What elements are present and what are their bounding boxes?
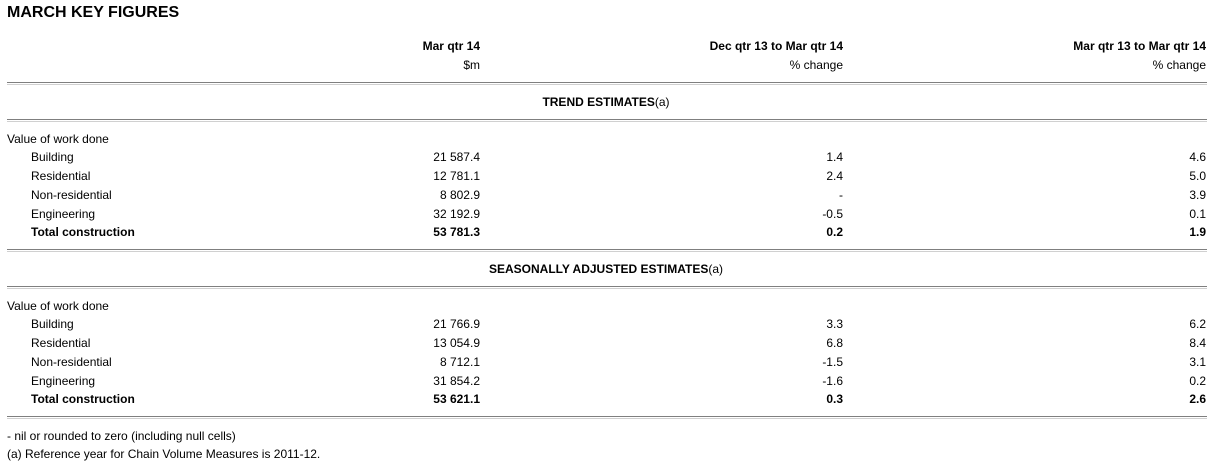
cell-year-change: 4.6 — [1189, 150, 1206, 164]
section-divider-trend — [7, 119, 1207, 120]
table-row — [0, 374, 1212, 392]
col-header-qtr-change: Dec qtr 13 to Mar qtr 14 — [709, 39, 843, 53]
footnote-nil: - nil or rounded to zero (including null cells) — [7, 429, 236, 443]
cell-value: 32 192.9 — [433, 207, 480, 221]
cell-year-change: 3.9 — [1189, 188, 1206, 202]
cell-year-change: 0.1 — [1189, 207, 1206, 221]
table-row — [0, 317, 1212, 335]
col-header-mar-qtr-14: Mar qtr 14 — [422, 39, 480, 53]
cell-year-change: 2.6 — [1189, 392, 1206, 406]
table-row — [0, 169, 1212, 187]
table-row — [0, 150, 1212, 168]
group-label: Value of work done — [7, 299, 109, 313]
group-label: Value of work done — [7, 132, 109, 146]
cell-year-change: 0.2 — [1189, 374, 1206, 388]
page-title: MARCH KEY FIGURES — [7, 4, 180, 21]
section-divider-sa — [7, 286, 1207, 287]
cell-qtr-change: -1.5 — [822, 355, 843, 369]
table-row — [0, 336, 1212, 354]
row-label: Building — [31, 150, 74, 164]
table-bottom-divider — [7, 416, 1207, 417]
cell-year-change: 5.0 — [1189, 169, 1206, 183]
table-row-total — [0, 392, 1212, 410]
section-title-seasonally-adjusted: SEASONALLY ADJUSTED ESTIMATES(a) — [488, 262, 724, 276]
cell-qtr-change: 3.3 — [826, 317, 843, 331]
cell-qtr-change: 6.8 — [826, 336, 843, 350]
group-label-trend — [0, 132, 1212, 150]
col-unit-dollars-m: $m — [463, 58, 480, 72]
group-label-sa — [0, 299, 1212, 317]
section-divider — [7, 249, 1207, 250]
cell-qtr-change: 2.4 — [826, 169, 843, 183]
cell-qtr-change: - — [839, 188, 843, 202]
row-label: Residential — [31, 336, 91, 350]
cell-qtr-change: 1.4 — [826, 150, 843, 164]
row-label: Non-residential — [31, 355, 112, 369]
cell-qtr-change: -1.6 — [822, 374, 843, 388]
cell-value: 21 766.9 — [433, 317, 480, 331]
row-label: Residential — [31, 169, 91, 183]
cell-value: 53 621.1 — [433, 392, 480, 406]
row-label: Total construction — [31, 225, 135, 239]
col-header-year-change: Mar qtr 13 to Mar qtr 14 — [1073, 39, 1206, 53]
cell-value: 21 587.4 — [433, 150, 480, 164]
cell-value: 12 781.1 — [433, 169, 480, 183]
col-unit-pct-change-qtr: % change — [789, 58, 843, 72]
table-row-total — [0, 225, 1212, 243]
row-label: Total construction — [31, 392, 135, 406]
cell-qtr-change: 0.3 — [826, 392, 843, 406]
cell-value: 13 054.9 — [433, 336, 480, 350]
cell-year-change: 1.9 — [1189, 225, 1206, 239]
table-row — [0, 188, 1212, 206]
cell-qtr-change: -0.5 — [822, 207, 843, 221]
cell-year-change: 3.1 — [1189, 355, 1206, 369]
cell-value: 53 781.3 — [433, 225, 480, 239]
cell-value: 31 854.2 — [433, 374, 480, 388]
section-title-trend: TREND ESTIMATES(a) — [542, 95, 670, 109]
table-row — [0, 207, 1212, 225]
cell-year-change: 8.4 — [1189, 336, 1206, 350]
col-unit-pct-change-year: % change — [1152, 58, 1206, 72]
header-divider — [7, 82, 1207, 83]
row-label: Engineering — [31, 207, 96, 221]
footnote-reference-year: (a) Reference year for Chain Volume Measures is 2011-12. — [7, 447, 321, 461]
row-label: Building — [31, 317, 74, 331]
cell-qtr-change: 0.2 — [826, 225, 843, 239]
row-label: Engineering — [31, 374, 96, 388]
row-label: Non-residential — [31, 188, 112, 202]
cell-value: 8 802.9 — [439, 188, 480, 202]
cell-value: 8 712.1 — [439, 355, 480, 369]
table-row — [0, 355, 1212, 373]
cell-year-change: 6.2 — [1189, 317, 1206, 331]
